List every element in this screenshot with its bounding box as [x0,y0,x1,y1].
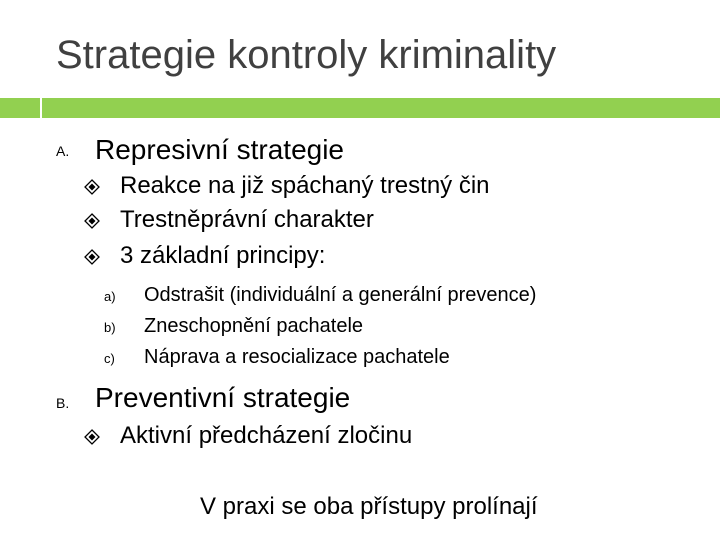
subpoint-c-marker: c) [104,351,115,366]
subpoint-c-text: Náprava a resocializace pachatele [144,346,450,368]
diamond-bullet-icon [84,213,100,229]
subpoint-a-marker: a) [104,289,116,304]
section-b-heading-text: Preventivní strategie [95,382,351,413]
subpoint-a-text: Odstrašit (individuální a generální prevence) [144,284,537,306]
subpoint-b [144,315,363,338]
slide-title: Strategie kontroly kriminality [56,33,557,77]
section-b-bullet-1 [120,422,412,450]
section-b-bullet-1-text: Aktivní předcházení zločinu [120,422,413,449]
section-a-heading [95,134,344,166]
diamond-bullet-icon [84,249,100,265]
subpoint-c [144,346,450,369]
diamond-bullet-icon [84,429,100,445]
subpoint-b-text: Zneschopnění pachatele [144,315,364,337]
subpoint-a [144,284,536,307]
section-a-bullet-1-text: Reakce na již spáchaný trestný čin [120,172,490,199]
footer-note: V praxi se oba přístupy prolínají [200,493,538,520]
section-a-bullet-2-text: Trestněprávní charakter [120,206,374,233]
subpoint-b-marker: b) [104,320,116,335]
section-b-marker: B. [56,395,70,411]
diamond-bullet-icon [84,179,100,195]
section-a-marker: A. [56,143,70,159]
section-a-bullet-3 [120,242,325,270]
section-a-heading-text: Represivní strategie [95,134,345,165]
section-a-bullet-3-text: 3 základní principy: [120,242,326,269]
section-a-bullet-2 [120,206,374,234]
section-a-bullet-1 [120,172,490,200]
section-b-heading [95,382,350,414]
